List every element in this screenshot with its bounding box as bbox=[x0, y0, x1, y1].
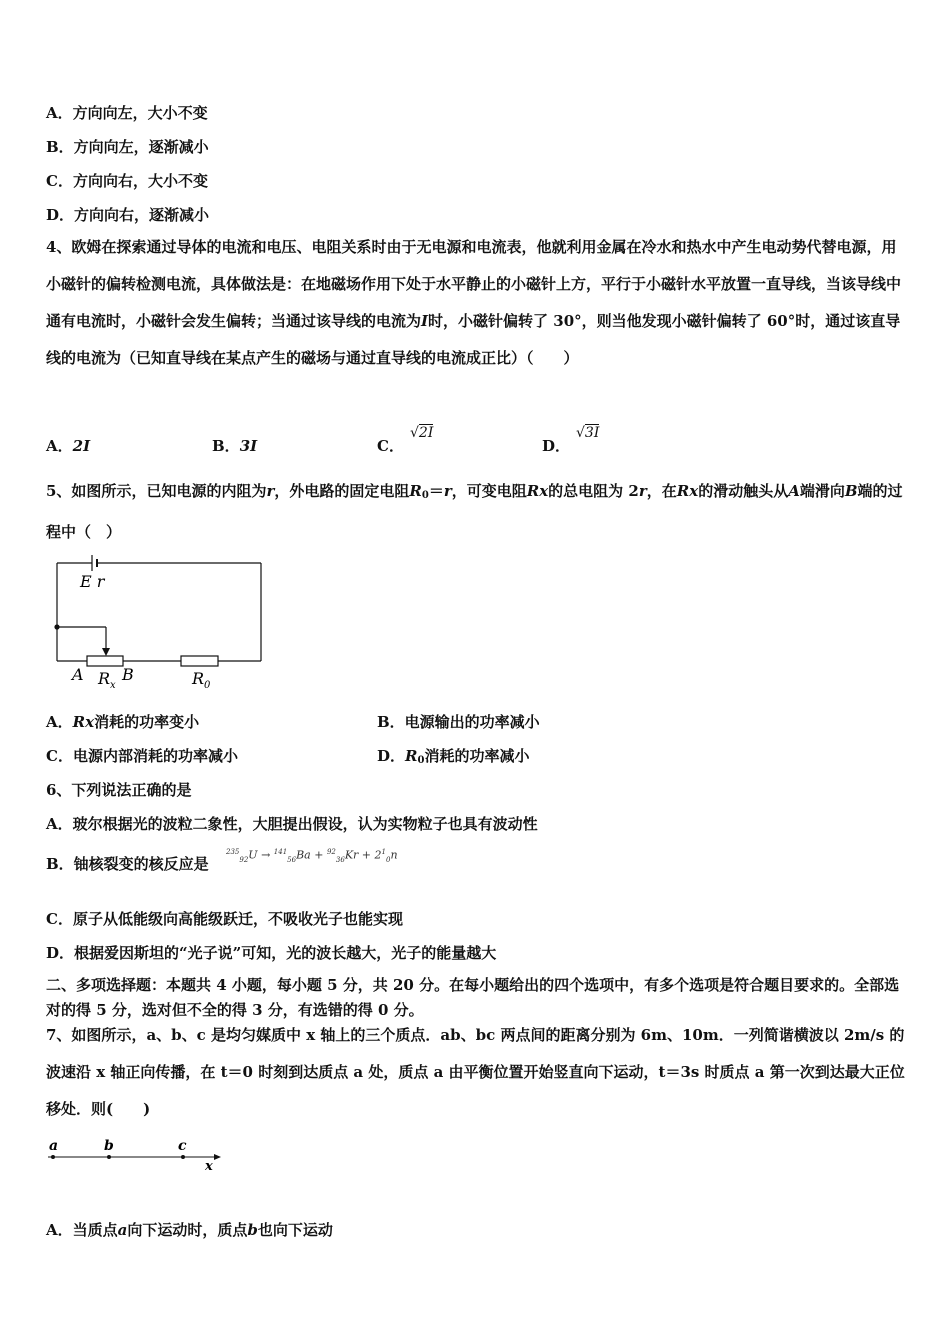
q4-option-d-label: D． bbox=[542, 437, 571, 455]
q5-option-b[interactable]: B．电源输出的功率减小 bbox=[377, 713, 540, 731]
q4-option-a[interactable] bbox=[46, 435, 90, 456]
q7-option-a[interactable] bbox=[46, 1219, 333, 1240]
q5-text-8: 端的过程中（ ） bbox=[46, 482, 903, 541]
label-b: B bbox=[122, 665, 134, 684]
q5-text-4: 的总电阻为 2 bbox=[548, 482, 639, 500]
q5-option-d-text: 消耗的功率减小 bbox=[424, 747, 530, 765]
q6-stem: 6、下列说法正确的是 bbox=[46, 781, 192, 799]
r0-resistor bbox=[181, 656, 218, 666]
q5-option-d-subscript: 0 bbox=[417, 755, 425, 766]
q6-option-a[interactable]: A．玻尔根据光的波粒二象性，大胆提出假设，认为实物粒子也具有波动性 bbox=[46, 815, 538, 833]
q4-option-d-radicand: 3I bbox=[584, 425, 600, 441]
q4-option-b-value: 3I bbox=[239, 437, 258, 455]
q5-option-d-label: D． bbox=[377, 747, 406, 765]
q6-option-b[interactable]: B．铀核裂变的核反应是 bbox=[46, 855, 209, 873]
circuit-diagram bbox=[40, 550, 280, 700]
point-a bbox=[51, 1155, 55, 1159]
u-symbol: U bbox=[248, 848, 258, 862]
label-x: x bbox=[205, 1159, 213, 1174]
q4-stem-part1: 4、欧姆在探索通过导体的电流和电压、电阻关系时由于无电源和电流表，他就利用金属在冷水和热水中产生电动势代替电源，用小磁针的偏转检测电流，具体做法是：在地磁场作用下处于水平静止的小磁针上方，平行于小磁针水平放置一直导线，当该导线中通有电流时，小磁针会发生偏转；当通过该导线的电流为 bbox=[46, 238, 902, 330]
q4-option-d-sqrt: √3I bbox=[576, 425, 600, 441]
q3-option-d[interactable]: D．方向向右，逐渐减小 bbox=[46, 206, 210, 224]
q5-equals: ＝ bbox=[428, 482, 444, 500]
q5-r-symbol-2: r bbox=[443, 482, 452, 500]
q5-option-a[interactable] bbox=[46, 711, 199, 732]
n-coefficient: 2 bbox=[374, 848, 382, 862]
point-c bbox=[181, 1155, 185, 1159]
q3-option-a[interactable]: A．方向向左，大小不变 bbox=[46, 104, 208, 122]
ba-atomic-number: 56 bbox=[287, 855, 297, 864]
x-axis-arrowhead bbox=[214, 1154, 221, 1160]
label-rx: R bbox=[98, 669, 111, 688]
q5-option-a-symbol: Rx bbox=[72, 713, 95, 731]
q5-a-symbol: A bbox=[788, 482, 800, 500]
q5-option-d-symbol: R bbox=[405, 747, 418, 765]
q4-option-c[interactable] bbox=[377, 435, 404, 456]
q6-option-d[interactable]: D．根据爱因斯坦的“光子说”可知，光的波长越大，光子的能量越大 bbox=[46, 944, 497, 962]
q5-text-5: ，在 bbox=[646, 482, 677, 500]
q4-option-d[interactable] bbox=[542, 435, 570, 456]
q4-current-symbol: I bbox=[421, 312, 429, 330]
reaction-arrow: → bbox=[261, 848, 271, 862]
label-source: E r bbox=[80, 572, 105, 591]
n-atomic-number: 0 bbox=[385, 855, 391, 864]
q5-r-symbol: r bbox=[266, 482, 275, 500]
q5-r0-subscript: 0 bbox=[421, 490, 429, 501]
slider-arrowhead bbox=[102, 648, 110, 656]
q5-text-6: 的滑动触头从 bbox=[698, 482, 789, 500]
q4-stem-part2: 时，小磁针偏转了 30°，则当他发现小磁针偏转了 60°时，通过该直导线的电流为（已知直导线在某点产生的磁场与通过直导线的电流成正比）（ ） bbox=[46, 312, 901, 367]
q3-option-b[interactable]: B．方向向左，逐渐减小 bbox=[46, 138, 209, 156]
label-rx-sub: x bbox=[110, 680, 116, 691]
q5-option-a-label: A． bbox=[46, 713, 73, 731]
fission-formula bbox=[226, 848, 398, 864]
q5-text-7: 端滑向 bbox=[799, 482, 845, 500]
q4-option-c-radicand: 2I bbox=[418, 425, 434, 441]
u-mass-number: 235 bbox=[226, 848, 240, 856]
label-c: c bbox=[178, 1138, 187, 1154]
plus-sign-2: + bbox=[361, 848, 372, 862]
q5-text-3: ，可变电阻 bbox=[451, 482, 527, 500]
q4-option-b-label: B． bbox=[212, 437, 240, 455]
q7-option-a-sym-a: a bbox=[117, 1221, 128, 1239]
point-b bbox=[107, 1155, 111, 1159]
q5-rx-symbol: Rx bbox=[526, 482, 549, 500]
q5-r0-symbol: R bbox=[409, 482, 422, 500]
q5-b-symbol: B bbox=[844, 482, 858, 500]
label-r0-sub: 0 bbox=[204, 680, 211, 691]
x-axis-diagram bbox=[40, 1132, 230, 1177]
label-a: a bbox=[49, 1138, 59, 1154]
q5-r-symbol-3: r bbox=[638, 482, 647, 500]
rx-resistor bbox=[87, 656, 123, 666]
q5-option-c[interactable]: C．电源内部消耗的功率减小 bbox=[46, 747, 238, 765]
n-mass-number: 1 bbox=[381, 848, 386, 856]
q7-option-a-text-3: 也向下运动 bbox=[257, 1221, 333, 1239]
q4-stem bbox=[46, 229, 908, 377]
q7-option-a-sym-b: b bbox=[247, 1221, 258, 1239]
q5-text-1: 5、如图所示，已知电源的内阻为 bbox=[46, 482, 267, 500]
q4-option-b[interactable] bbox=[212, 435, 257, 456]
q5-rx-symbol-2: Rx bbox=[676, 482, 699, 500]
kr-mass-number: 92 bbox=[326, 848, 336, 856]
q7-stem: 7、如图所示，a、b、c 是均匀媒质中 x 轴上的三个质点．ab、bc 两点间的距离分别为 6m、10m．一列简谐横波以 2m/s 的波速沿 x 轴正向传播，在 t＝0 时刻到达质点 a 处，质点 a 由平衡位置开始竖直向下运动，t＝3s 时质点 a 第一次到达最大正位移处．则( ) bbox=[46, 1026, 905, 1118]
q7-option-a-text-2: 向下运动时，质点 bbox=[127, 1221, 248, 1239]
ba-mass-number: 141 bbox=[273, 848, 288, 856]
n-symbol: n bbox=[390, 848, 398, 862]
ba-symbol: Ba bbox=[296, 848, 311, 862]
q5-stem bbox=[46, 473, 908, 551]
plus-sign: + bbox=[314, 848, 324, 862]
q5-option-a-text: 消耗的功率变小 bbox=[94, 713, 200, 731]
q4-option-a-value: 2I bbox=[72, 437, 91, 455]
kr-symbol: Kr bbox=[344, 848, 359, 862]
q4-option-c-sqrt: √2I bbox=[410, 425, 434, 441]
u-atomic-number: 92 bbox=[239, 855, 249, 864]
q7-option-a-text-1: A．当质点 bbox=[46, 1221, 118, 1239]
q5-text-2: ，外电路的固定电阻 bbox=[274, 482, 410, 500]
q4-option-a-label: A． bbox=[46, 437, 73, 455]
kr-atomic-number: 36 bbox=[335, 855, 345, 864]
q6-option-c[interactable]: C．原子从低能级向高能级跃迁，不吸收光子也能实现 bbox=[46, 910, 403, 928]
q5-option-d[interactable] bbox=[377, 745, 529, 766]
label-a: A bbox=[72, 665, 84, 684]
junction-dot bbox=[54, 624, 59, 629]
label-b: b bbox=[104, 1138, 114, 1154]
q3-option-c[interactable]: C．方向向右，大小不变 bbox=[46, 172, 208, 190]
section-2-heading: 二、多项选择题：本题共 4 小题，每小题 5 分，共 20 分。在每小题给出的四个选项中，有多个选项是符合题目要求的。全部选对的得 5 分，选对但不全的得 3 分，有选错的得 0 分。 bbox=[46, 976, 900, 1019]
label-r0: R bbox=[192, 669, 205, 688]
q4-option-c-label: C． bbox=[377, 437, 404, 455]
